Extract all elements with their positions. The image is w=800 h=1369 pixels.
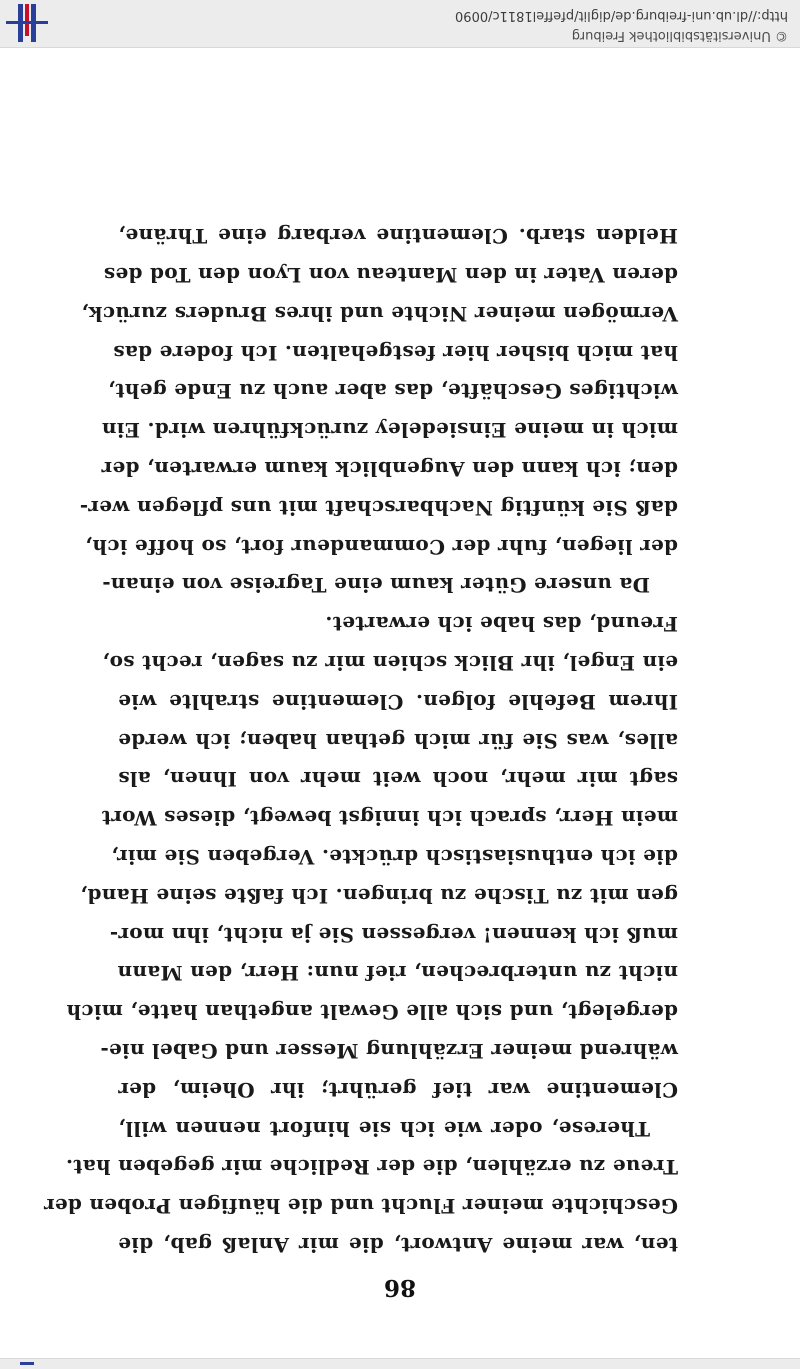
text-line: hat mich bisher hier festgehalten. Ich fodere das [113,340,678,365]
text-line: Treue zu erzählen, die der Redliche mir gegeben hat. [65,1155,678,1180]
text-line: sagt mir mehr, noch weit mehr von Ihnen, als [118,767,678,792]
text-line: der liegen, fuhr der Commandeur fort, so hoffe ich, [84,534,678,559]
text-line: ein Engel, ihr Blick schien mir zu sagen, recht so, [102,651,678,676]
text-line: dergelegt, und sich alle Gewalt angethan hatte, mich [66,1000,678,1025]
text-line: Freund, das habe ich erwartet. [325,612,678,637]
page-url-link[interactable]: http://dl.ub.uni-freiburg.de/diglit/pfeffel1811c/0090 [455,8,788,23]
accent-mark [20,1362,34,1365]
text-line: Therese, oder wie ich sie hinfort nennen will, [118,1116,650,1141]
text-line: Helden starb. Clementine verbarg eine Thräne, [118,224,678,249]
text-line: mich in meine Einsiedeley zurückführen wird. Ein [101,418,678,443]
text-line: den; ich kann den Augenblick kaum erwarten, der [101,457,678,482]
text-line: die ich enthusiastisch drückte. Vergeben Sie mir, [110,845,678,870]
viewer-top-strip [0,1358,800,1369]
text-line: gen mit zu Tische zu bringen. Ich faßte seine Hand, [79,883,678,908]
page-number: 86 [384,1274,417,1301]
text-line: nicht zu unterbrechen, rief nun: Herr, den Mann [117,961,678,986]
viewer-footer [0,0,800,48]
copyright-text: © Universitätsbibliothek Freiburg [571,28,788,43]
text-line: wichtiges Geschäfte, das aber auch zu Ende geht, [107,379,678,404]
text-line: mein Herr, sprach ich innigst bewegt, dieses Wort [101,806,678,831]
ub-freiburg-logo-icon [6,4,48,42]
text-line: ten, war meine Antwort, die mir Anlaß gab, die [118,1233,678,1257]
text-line: Geschichte meiner Flucht und die häufigen Proben der [43,1194,678,1219]
text-line: Clementine war tief gerührt; ihr Oheim, der [118,1077,678,1102]
text-line: während meiner Erzählung Messer und Gabel nie- [100,1039,678,1064]
text-line: Vermögen meiner Nichte und ihres Bruders zurück, [81,301,678,326]
text-line: Ihrem Befehle folgen. Clementine strahlte wie [118,689,678,714]
text-line: deren Vater in den Manteau von Lyon den Tod des [103,263,678,288]
text-line: alles, was Sie für mich gethan haben; ich werde [118,728,678,753]
text-line: Da unsere Güter kaum eine Tagreise von einan- [101,573,650,598]
text-line: daß Sie künftig Nachbarschaft mit uns pflegen wer- [79,495,678,520]
page-text [43,216,678,1264]
text-line: muß ich kennen! vergessen Sie ja nicht, ihn mor- [109,922,678,947]
